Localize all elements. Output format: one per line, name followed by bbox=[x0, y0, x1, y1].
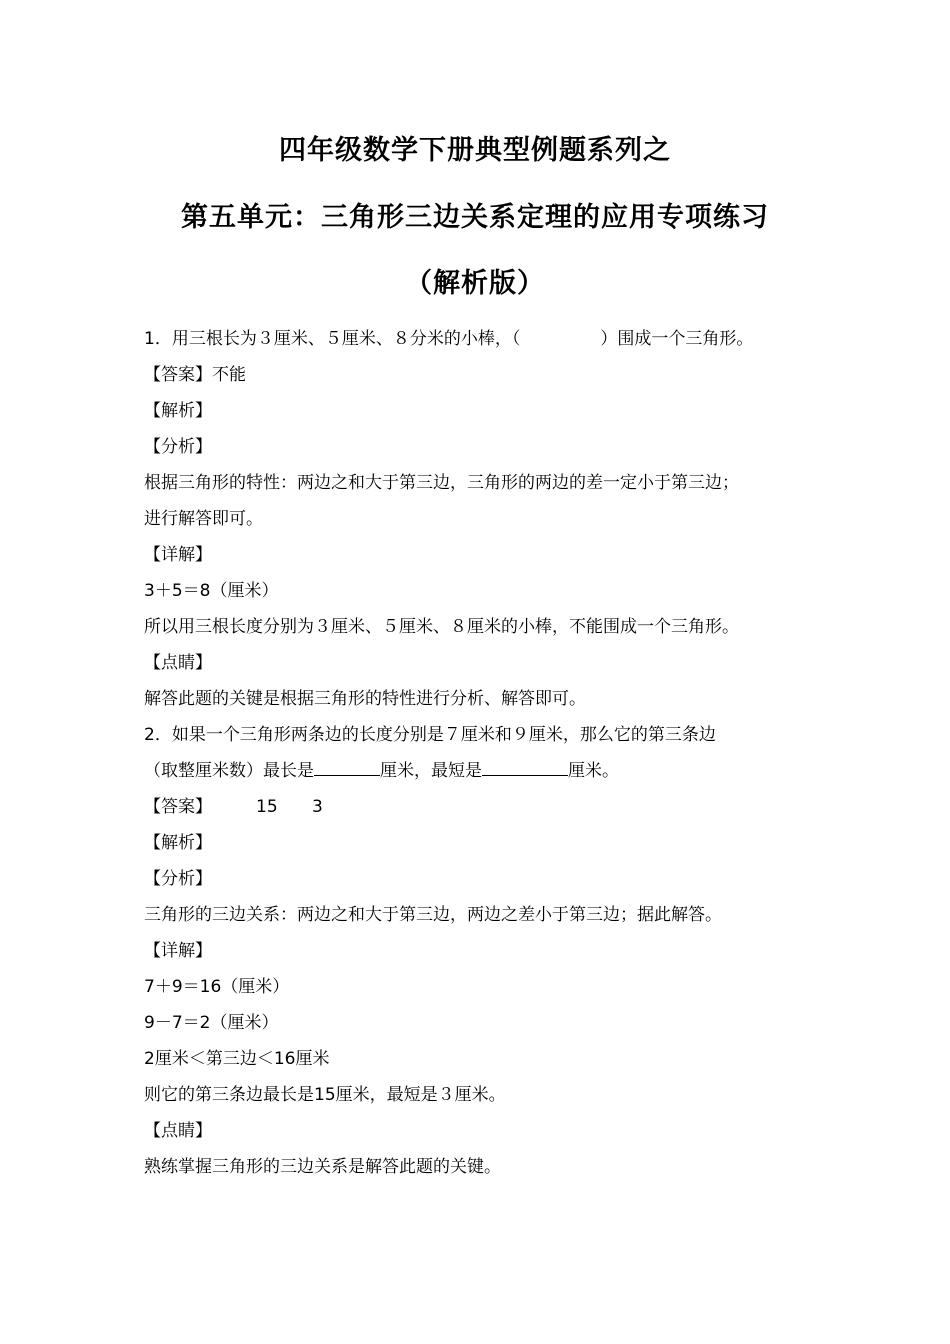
q1-answer-label: 【答案】 bbox=[144, 365, 212, 385]
q1-answer-value: 不能 bbox=[212, 365, 246, 385]
q2-answer bbox=[144, 789, 844, 825]
document-body bbox=[144, 321, 844, 1185]
q2-fenxi-heading: 【分析】 bbox=[144, 869, 212, 889]
document-title-line2: 第五单元：三角形三边关系定理的应用专项练习 bbox=[181, 202, 769, 233]
q2-question-line2 bbox=[144, 753, 844, 789]
q1-dianjing-heading: 【点睛】 bbox=[144, 653, 212, 673]
q2-question-text-a: （取整厘米数）最长是 bbox=[144, 761, 314, 781]
q2-fenxi-text-1: 三角形的三边关系：两边之和大于第三边，两边之差小于第三边；据此解答。 bbox=[144, 905, 722, 925]
q2-xiangjie-text-4: 则它的第三条边最长是15厘米，最短是３厘米。 bbox=[144, 1085, 506, 1105]
q2-question-line1: 2．如果一个三角形两条边的长度分别是７厘米和９厘米，那么它的第三条边 bbox=[144, 725, 716, 745]
q1-xiangjie-text-1: 3＋5＝8（厘米） bbox=[144, 581, 279, 601]
q2-answer-label: 【答案】 bbox=[144, 797, 212, 817]
q2-answer-value-2: 3 bbox=[312, 797, 323, 817]
q1-fenxi-heading: 【分析】 bbox=[144, 437, 212, 457]
q1-xiangjie-heading: 【详解】 bbox=[144, 545, 212, 565]
q1-question bbox=[144, 321, 844, 357]
q2-xiangjie-text-2: 9－7＝2（厘米） bbox=[144, 1013, 279, 1033]
q1-question-text-a: 1．用三根长为３厘米、５厘米、８分米的小棒，（ bbox=[144, 329, 521, 349]
q1-xiangjie-text-2: 所以用三根长度分别为３厘米、５厘米、８厘米的小棒，不能围成一个三角形。 bbox=[144, 617, 739, 637]
q2-answer-value-1: 15 bbox=[256, 797, 278, 817]
q2-question-text-c: 厘米。 bbox=[568, 761, 619, 781]
q1-fenxi-text-2: 进行解答即可。 bbox=[144, 509, 263, 529]
q2-blank-longest bbox=[314, 757, 380, 776]
document-title-line1: 四年级数学下册典型例题系列之 bbox=[279, 135, 671, 166]
q2-xiangjie-text-3: 2厘米＜第三边＜16厘米 bbox=[144, 1049, 330, 1069]
q1-fenxi-text-1: 根据三角形的特性：两边之和大于第三边，三角形的两边的差一定小于第三边； bbox=[144, 473, 739, 493]
q1-jiexi-heading: 【解析】 bbox=[144, 401, 212, 421]
q2-question-text-b: 厘米，最短是 bbox=[380, 761, 482, 781]
q2-dianjing-text: 熟练掌握三角形的三边关系是解答此题的关键。 bbox=[144, 1157, 501, 1177]
q2-xiangjie-text-1: 7＋9＝16（厘米） bbox=[144, 977, 290, 997]
q1-dianjing-text: 解答此题的关键是根据三角形的特性进行分析、解答即可。 bbox=[144, 689, 586, 709]
q1-answer bbox=[144, 357, 844, 393]
q2-dianjing-heading: 【点睛】 bbox=[144, 1121, 212, 1141]
q2-xiangjie-heading: 【详解】 bbox=[144, 941, 212, 961]
q1-question-text-b: ）围成一个三角形。 bbox=[600, 329, 754, 349]
q2-jiexi-heading: 【解析】 bbox=[144, 833, 212, 853]
q2-blank-shortest bbox=[482, 757, 568, 776]
document-title-line3: （解析版） bbox=[405, 268, 545, 299]
